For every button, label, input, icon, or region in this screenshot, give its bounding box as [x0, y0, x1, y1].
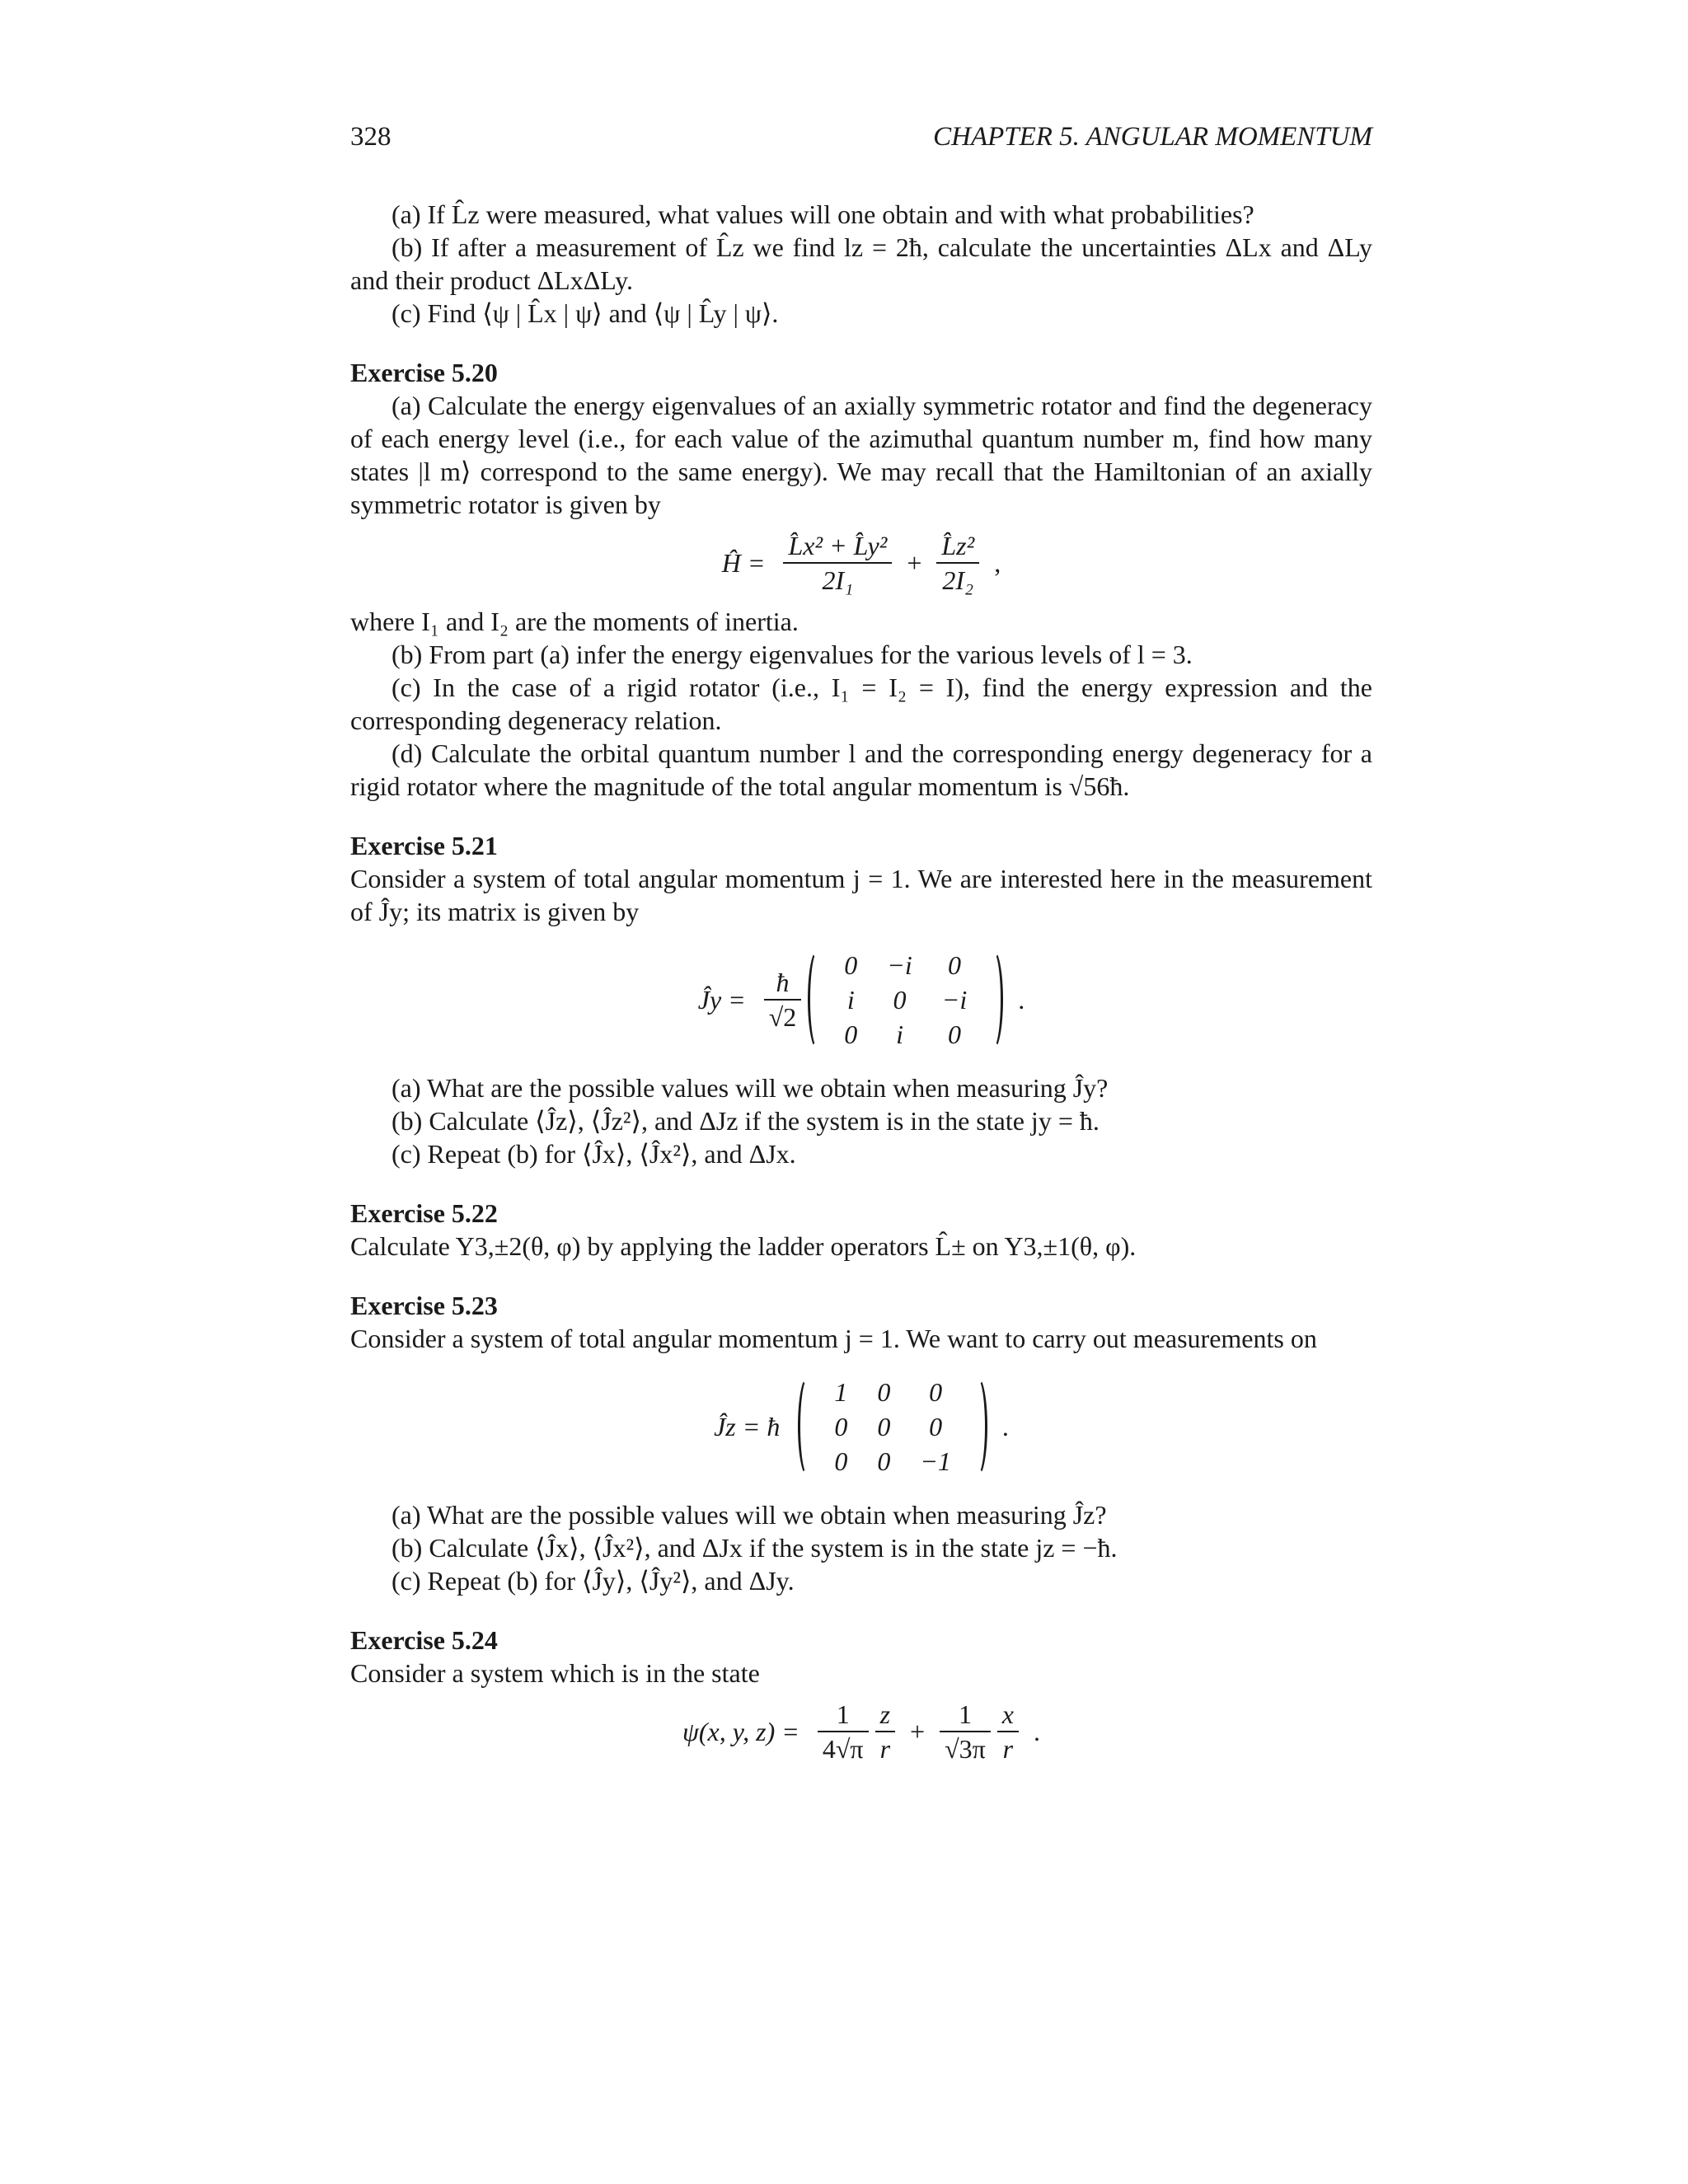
fraction — [818, 1698, 869, 1765]
jy-matrix-equation — [350, 948, 1372, 1052]
numerator: 1 — [818, 1698, 869, 1732]
chapter-title: CHAPTER 5. ANGULAR MOMENTUM — [933, 122, 1372, 152]
matrix-cell: 0 — [893, 985, 907, 1015]
plus-sign: + — [907, 548, 922, 578]
equation-lhs: ψ(x, y, z) = — [682, 1717, 799, 1746]
matrix-cell: −1 — [920, 1446, 951, 1476]
exercise-5-21-heading: Exercise 5.21 — [350, 831, 498, 860]
exercise-5-23-part-b: (b) Calculate ⟨Ĵx⟩, ⟨Ĵx²⟩, and ΔJx if the system is in the state jz = −ħ. — [392, 1533, 1118, 1563]
exercise-5-21-part-a: (a) What are the possible values will we obtain when measuring Ĵy? — [392, 1073, 1109, 1103]
denominator: r — [1002, 1734, 1014, 1764]
denominator: √3π — [945, 1734, 986, 1764]
exercise-5-20-part-b: (b) From part (a) infer the energy eigenvalues for the various levels of l = 3. — [392, 640, 1193, 669]
matrix-row — [829, 948, 982, 982]
matrix-cell: 0 — [929, 1377, 943, 1407]
equation-lhs: Ĵy = — [697, 985, 746, 1015]
jy-matrix — [808, 948, 1003, 1052]
denominator: r — [879, 1734, 891, 1764]
exercise-5-22-text: Calculate Y3,±2(θ, φ) by applying the ladder operators L̂± on Y3,±1(θ, φ). — [350, 1231, 1137, 1261]
exercise-5-20-where: where I₁ and I₂ are the moments of inertia. — [350, 607, 799, 636]
equation-punctuation: . — [1001, 1412, 1009, 1441]
matrix-row — [829, 982, 982, 1017]
state-equation — [350, 1698, 1372, 1765]
page-body — [350, 198, 1372, 1774]
matrix-cell: 0 — [948, 950, 962, 980]
equation-lhs: Ĵz = ħ — [714, 1412, 781, 1441]
jz-matrix — [798, 1375, 987, 1479]
denominator: 4√π — [822, 1734, 864, 1764]
exercise-5-20-part-d: (d) Calculate the orbital quantum number l and the corresponding energy degeneracy for a rigid rotator where the magnitude of the total angular momentum is √56ħ. — [350, 738, 1372, 801]
fraction — [997, 1698, 1019, 1765]
matrix-row — [819, 1375, 966, 1409]
denominator: 2I₂ — [942, 565, 974, 595]
matrix-row — [819, 1409, 966, 1444]
jz-matrix-equation — [350, 1375, 1372, 1479]
exercise-5-23-part-a: (a) What are the possible values will we obtain when measuring Ĵz? — [392, 1500, 1107, 1530]
matrix-cell: 0 — [834, 1412, 848, 1441]
exercise-5-23-intro: Consider a system of total angular momentum j = 1. We want to carry out measurements on — [350, 1324, 1317, 1353]
numerator: L̂x² + L̂y² — [783, 529, 892, 564]
fraction — [940, 1698, 991, 1765]
exercise-5-20-heading: Exercise 5.20 — [350, 358, 498, 387]
exercise-5-20-part-a: (a) Calculate the energy eigenvalues of an axially symmetric rotator and find the degeneracy of each energy level (i.e., for each value of the azimuthal quantum number m, find how many states |l m⟩ correspond to the same energy). We may recall that the Hamiltonian of an axially symmetric rotator is given by — [350, 391, 1372, 519]
matrix-cell: 0 — [877, 1446, 891, 1476]
numerator: ħ — [764, 966, 802, 1001]
hamiltonian-equation — [350, 529, 1372, 597]
equation-punctuation: , — [994, 548, 1001, 578]
exercise-5-24-heading: Exercise 5.24 — [350, 1625, 498, 1655]
cont-part-b: (b) If after a measurement of L̂z we find lz = 2ħ, calculate the uncertainties ΔLx and ΔLy and their product ΔLxΔLy. — [350, 232, 1372, 295]
matrix-row — [829, 1017, 982, 1052]
numerator: x — [997, 1698, 1019, 1732]
denominator: √2 — [768, 1002, 797, 1032]
matrix-cell: −i — [941, 985, 968, 1015]
matrix-cell: i — [846, 985, 855, 1015]
matrix-cell: 0 — [948, 1019, 962, 1049]
fraction — [875, 1698, 895, 1765]
numerator: L̂z² — [936, 529, 979, 564]
exercise-5-24-intro: Consider a system which is in the state — [350, 1658, 760, 1688]
matrix-cell: 1 — [834, 1377, 848, 1407]
matrix-cell: 0 — [877, 1412, 891, 1441]
matrix-cell: 0 — [877, 1377, 891, 1407]
exercise-5-21-intro: Consider a system of total angular momentum j = 1. We are interested here in the measurement of Ĵy; its matrix is given by — [350, 864, 1372, 926]
running-header — [350, 122, 1372, 163]
numerator: 1 — [940, 1698, 991, 1732]
matrix-cell: −i — [887, 950, 912, 980]
exercise-5-23-part-c: (c) Repeat (b) for ⟨Ĵy⟩, ⟨Ĵy²⟩, and ΔJy. — [392, 1566, 795, 1596]
matrix-cell: 0 — [844, 1019, 858, 1049]
numerator: z — [875, 1698, 895, 1732]
matrix-cell: 0 — [929, 1412, 943, 1441]
matrix-cell: 0 — [834, 1446, 848, 1476]
equation-punctuation: . — [1034, 1717, 1040, 1746]
page-number: 328 — [350, 122, 392, 152]
exercise-5-22-heading: Exercise 5.22 — [350, 1198, 498, 1228]
exercise-5-20-part-c: (c) In the case of a rigid rotator (i.e., I₁ = I₂ = I), find the energy expression and the corresponding degeneracy relation. — [350, 673, 1372, 735]
fraction — [783, 529, 892, 597]
denominator: 2I₁ — [822, 565, 854, 595]
matrix-cell: i — [896, 1019, 903, 1049]
matrix-row — [819, 1444, 966, 1479]
cont-part-c: (c) Find ⟨ψ | L̂x | ψ⟩ and ⟨ψ | L̂y | ψ⟩. — [392, 298, 779, 328]
equation-lhs: Ĥ = — [721, 548, 766, 578]
exercise-5-23-heading: Exercise 5.23 — [350, 1291, 498, 1320]
fraction — [764, 966, 802, 1033]
equation-punctuation: . — [1018, 985, 1025, 1015]
plus-sign: + — [910, 1717, 926, 1746]
fraction — [936, 529, 979, 597]
matrix-cell: 0 — [844, 950, 858, 980]
exercise-5-21-part-c: (c) Repeat (b) for ⟨Ĵx⟩, ⟨Ĵx²⟩, and ΔJx. — [392, 1139, 796, 1169]
exercise-5-21-part-b: (b) Calculate ⟨Ĵz⟩, ⟨Ĵz²⟩, and ΔJz if the system is in the state jy = ħ. — [392, 1106, 1100, 1136]
cont-part-a: (a) If L̂z were measured, what values will one obtain and with what probabilities? — [392, 199, 1254, 229]
